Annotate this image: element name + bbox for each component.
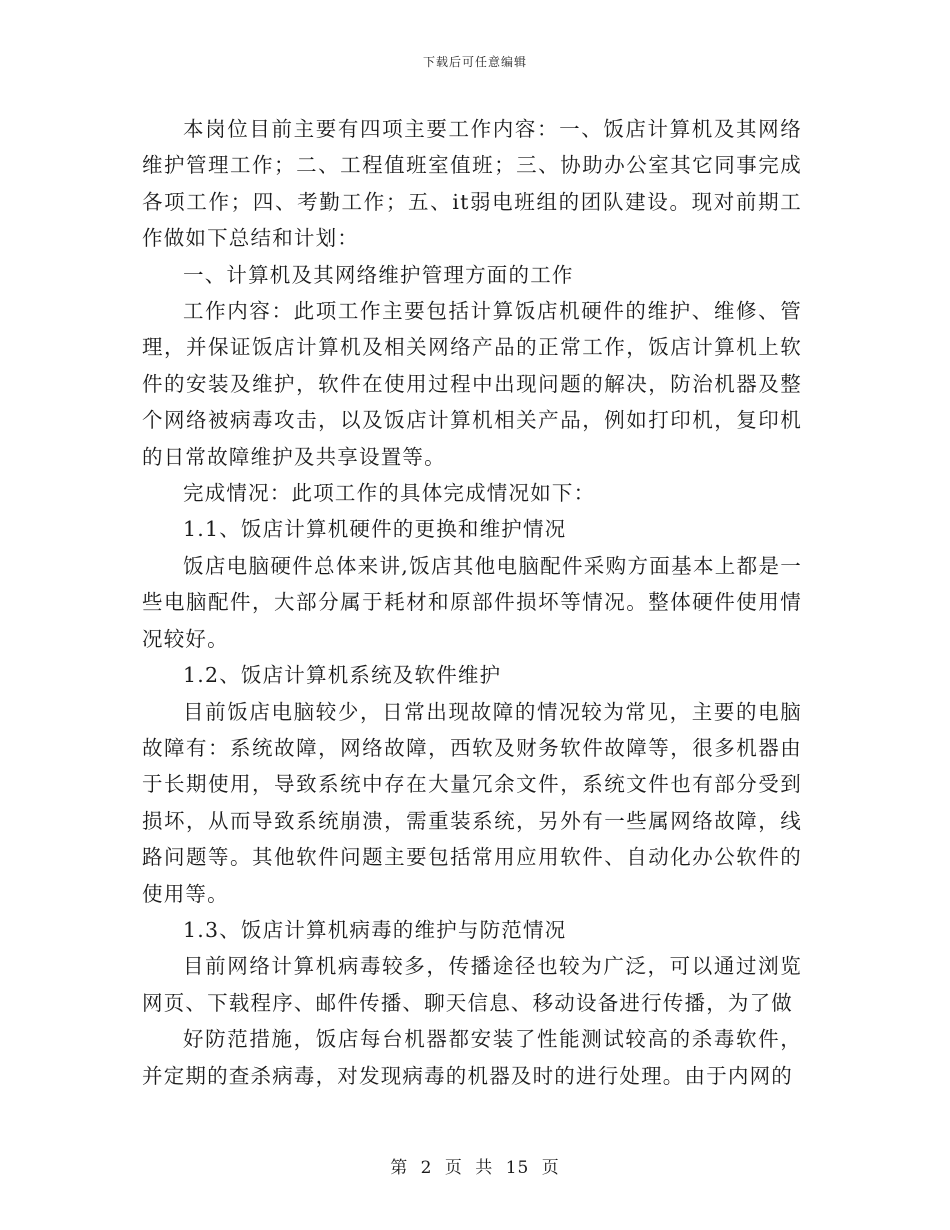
- subheading-1-3: 1.3、饭店计算机病毒的维护与防范情况: [183, 917, 567, 942]
- header-note: 下载后可任意编辑: [422, 55, 527, 69]
- subheading-1-2: 1.2、饭店计算机系统及软件维护: [183, 663, 502, 688]
- section-heading-1: 一、计算机及其网络维护管理方面的工作: [183, 262, 574, 287]
- paragraph-completion: 完成情况：此项工作的具体完成情况如下：: [183, 481, 596, 506]
- document-body: [142, 111, 802, 1094]
- paragraph-virus-2: 好防范措施，饭店每台机器都安装了性能测试较高的杀毒软件，并定期的查杀病毒，对发现病毒的机器及时的进行处理。由于内网的: [142, 1027, 802, 1088]
- page-footer: 第 2 页 共 15 页: [390, 1158, 560, 1178]
- paragraph-intro: 本岗位目前主要有四项主要工作内容：一、饭店计算机及其网络维护管理工作；二、工程值班室值班；三、协助办公室其它同事完成各项工作；四、考勤工作；五、it弱电班组的团队建设。现对前期工作做如下总结和计划：: [142, 117, 802, 251]
- paragraph-hardware: 饭店电脑硬件总体来讲,饭店其他电脑配件采购方面基本上都是一些电脑配件，大部分属于耗材和原部件损坏等情况。整体硬件使用情况较好。: [142, 553, 802, 651]
- paragraph-virus-1: 目前网络计算机病毒较多，传播途径也较为广泛，可以通过浏览网页、下载程序、邮件传播、聊天信息、移动设备进行传播，为了做: [142, 954, 802, 1015]
- paragraph-work-content: 工作内容：此项工作主要包括计算饭店机硬件的维护、维修、管理，并保证饭店计算机及相关网络产品的正常工作，饭店计算机上软件的安装及维护，软件在使用过程中出现问题的解决，防治机器及整个网络被病毒攻击，以及饭店计算机相关产品，例如打印机，复印机的日常故障维护及共享设置等。: [142, 299, 802, 469]
- paragraph-software: 目前饭店电脑较少，日常出现故障的情况较为常见，主要的电脑故障有：系统故障，网络故障，西软及财务软件故障等，很多机器由于长期使用，导致系统中存在大量冗余文件，系统文件也有部分受到损坏，从而导致系统崩溃，需重装系统，另外有一些属网络故障，线路问题等。其他软件问题主要包括常用应用软件、自动化办公软件的使用等。: [142, 699, 802, 906]
- subheading-1-1: 1.1、饭店计算机硬件的更换和维护情况: [183, 517, 567, 542]
